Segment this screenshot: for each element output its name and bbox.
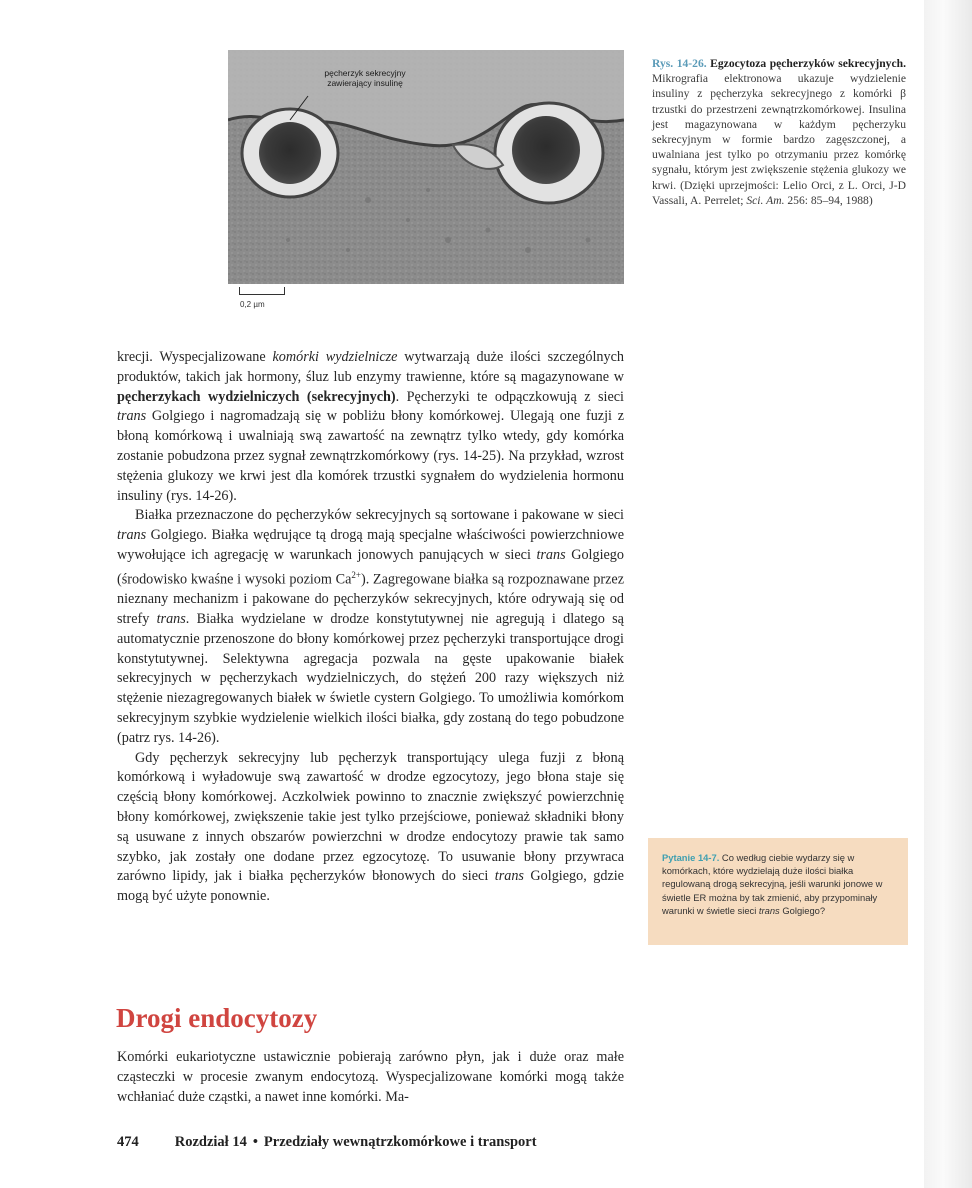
chapter-label: Rozdział 14: [174, 1134, 247, 1150]
page-footer: [117, 1134, 537, 1151]
caption-text: Mikrografia elektronowa ukazuje wydzielenie insuliny z pęcherzyka sekrecyjnego z komórki β trzustki do przestrzeni zewnątrzkomórkowej. Insulina jest magazynowana w każdym pęcherzyku sekrecyjnym w formie bardzo zagęszczonej, a uwalniana jest tylko po otrzymaniu przez komórkę sygnału, którym jest zwiększenie stężenia glukozy we krwi. (Dzięki uprzejmości: Lelio Orci, z L. Orci, J-D Vassali, A. Perrelet;: [652, 72, 906, 207]
caption-ref: 256: 85–94, 1988): [787, 193, 873, 207]
body-text: [117, 348, 624, 907]
section-text: Komórki eukariotyczne ustawicznie pobierają zarówno płyn, jak i duże oraz małe cząsteczki w procesie zwanym endocytozą. Wyspecjalizowane komórki mogą także wchłaniać duże cząstki, a nawet inne komórki. Ma-: [117, 1049, 624, 1105]
question-box: [648, 838, 908, 945]
page-number: 474: [117, 1134, 139, 1150]
paragraph-1: krecji. Wyspecjalizowane komórki wydzielnicze wytwarzają duże ilości szczególnych produktów, takich jak hormony, śluz lub enzymy trawienne, które są magazynowane w pęcherzykach wydzielniczych (sekrecyjnych). Pęcherzyki te odpączkowują z sieci trans Golgiego i nagromadzają się w pobliżu błony komórkowej. Ulegają one fuzji z błoną komórkową i uwalniają swą zawartość na zewnątrz tylko wtedy, gdy komórka zostanie pobudzona przez sygnał zewnątrzkomórkowy (rys. 14-25). Na przykład, wzrost stężenia glukozy we krwi jest dla komórek trzustki sygnałem do wydzielenia hormonu insuliny (rys. 14-26).: [117, 349, 625, 504]
paragraph-2: Białka przeznaczone do pęcherzyków sekrecyjnych są sortowane i pakowane w sieci trans Golgiego. Białka wędrujące tą drogą mają specjalne właściwości powierzchniowe wywołujące ich agregację w warunkach jonowych panujących w sieci trans Golgiego (środowisko kwaśne i wysoki poziom $Ca^{2+}$). Zagregowane białka są rozpoznawane przez nieznany mechanizm i pakowane do pęcherzyków sekrecyjnych, które odrywają się od strefy trans. Białka wydzielane w drodze konstytutywnej nie agregują i dlatego są automatycznie przenoszone do błony komórkowej przez pęcherzyki transportujące drogi konstytutywnej. Selektywna agregacja pozwala na gęste upakowanie białek sekrecyjnych w pęcherzykach wydzielniczych, do stężeń 200 razy większych niż stężenie niezagregowanych białek w świetle cystern Golgiego. To umożliwia komórkom sekrecyjnym szybkie wydzielenie wielkich ilości białka, gdy zostaną do tego pobudzone (patrz rys. 14-26).: [117, 507, 624, 746]
electron-micrograph: [228, 50, 624, 284]
page-edge-shadow: [924, 0, 972, 1188]
question-text-b: Golgiego?: [779, 904, 826, 916]
paragraph-3: Gdy pęcherzyk sekrecyjny lub pęcherzyk transportujący ulega fuzji z błoną komórkową i wyładowuje swą zawartość w drodze egzocytozy, jego błona staje się częścią błony komórkowej. Aczkolwiek powinno to znacznie zwiększyć powierzchnię błony komórkowej, zwiększenie takie jest tylko przejściowe, ponieważ składniki błony są usuwane z innych obszarów powierzchni w drodze endocytozy prawie tak samo szybko, jak zostały one dodane przez egzocytozę. To usuwanie błony przywraca zarówno lipidy, jak i białka pęcherzyków błonowych do sieci trans Golgiego, gdzie mogą być użyte ponownie.: [117, 749, 624, 905]
scale-bar: [239, 287, 285, 297]
scale-label: 0,2 µm: [240, 300, 265, 309]
bleed-through: [640, 350, 900, 690]
insulin-core-right: [512, 116, 580, 184]
caption-journal: Sci. Am.: [746, 193, 785, 207]
figure-number: Rys. 14-26.: [652, 57, 707, 70]
question-label: Pytanie 14-7.: [662, 852, 720, 863]
section-heading: Drogi endocytozy: [116, 1003, 318, 1033]
insulin-core-left: [259, 122, 321, 184]
micrograph-image: [228, 50, 624, 284]
footer-bullet: •: [252, 1134, 258, 1150]
figure-title: Egzocytoza pęcherzyków sekrecyjnych.: [710, 57, 906, 70]
chapter-title: Przedziały wewnątrzkomórkowe i transport: [263, 1134, 537, 1150]
figure-caption: [652, 56, 906, 208]
micrograph-label: pęcherzyk sekrecyjny zawierający insulinę: [324, 68, 406, 88]
question-em: trans: [758, 904, 780, 916]
question-text-a: Co według ciebie wydarzy się w komórkach, które wydzielają duże ilości białka regulowaną drogą sekrecyjną, jeśli warunki jonowe w świetle ER można by tak zmienić, aby przypominały warunki w świetle sieci: [662, 852, 883, 916]
